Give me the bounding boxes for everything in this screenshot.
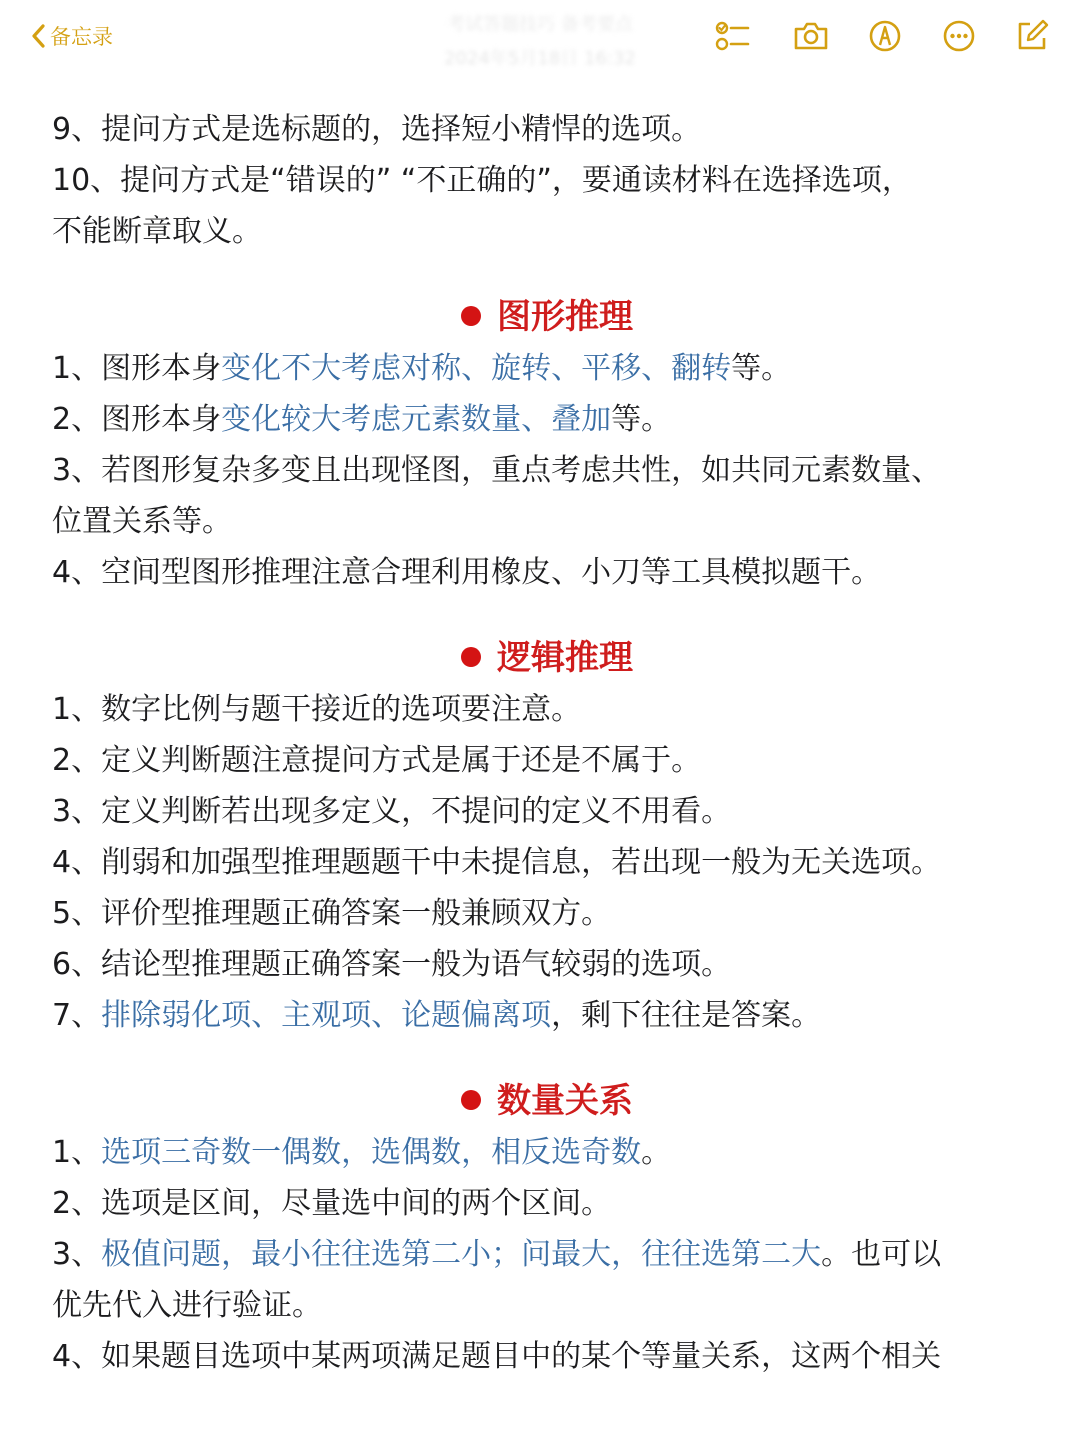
quantity-item-2: 2、选项是区间，尽量选中间的两个区间。: [52, 1186, 612, 1221]
quantity-item-3-line2: 优先代入进行验证。: [52, 1288, 322, 1323]
note-title-blurred: [420, 14, 660, 82]
figure-item-1: [52, 343, 1042, 394]
camera-icon: [792, 18, 830, 54]
intro-item-10-line1: 10、提问方式是“错误的” “不正确的”，要通读材料在选择选项，: [52, 163, 912, 198]
figure-item-2-suffix: 等。: [611, 402, 672, 437]
intro-item-10-line2: 不能断章取义。: [52, 214, 262, 249]
quantity-item-4: 4、如果题目选项中某两项满足题目中的某个等量关系，这两个相关: [52, 1339, 942, 1374]
logic-item-6: 6、结论型推理题正确答案一般为语气较弱的选项。: [52, 947, 732, 982]
more-button[interactable]: [940, 18, 978, 54]
note-date-line: 2024年5月18日 16:32: [444, 48, 636, 69]
bullet-dot-icon: [461, 306, 481, 326]
checklist-button[interactable]: [714, 18, 752, 54]
note-title-line: 考试答题技巧 备考要点: [447, 14, 633, 35]
section-title-figure-reasoning: [52, 292, 1042, 343]
quantity-item-3: [52, 1229, 1042, 1280]
figure-item-2-highlight: 变化较大考虑元素数量、叠加: [221, 402, 612, 437]
logic-item-5: 5、评价型推理题正确答案一般兼顾双方。: [52, 896, 612, 931]
figure-item-1-prefix: 1、图形本身: [52, 351, 222, 386]
quantity-item-3-prefix: 3、: [52, 1237, 102, 1272]
logic-item-1: 1、数字比例与题干接近的选项要注意。: [52, 692, 582, 727]
logic-item-4: 4、削弱和加强型推理题题干中未提信息，若出现一般为无关选项。: [52, 845, 942, 880]
quantity-item-1-prefix: 1、: [52, 1135, 102, 1170]
logic-item-7-highlight: 排除弱化项、主观项、论题偏离项: [101, 998, 552, 1033]
figure-item-3-line1: 3、若图形复杂多变且出现怪图，重点考虑共性，如共同元素数量、: [52, 453, 942, 488]
figure-item-1-highlight: 变化不大考虑对称、旋转、平移、翻转: [221, 351, 732, 386]
back-label: 备忘录: [50, 25, 113, 49]
markup-button[interactable]: [866, 18, 904, 54]
compose-button[interactable]: [1014, 18, 1052, 54]
quantity-item-1: [52, 1127, 1042, 1178]
quantity-item-3-highlight: 极值问题，最小往往选第二小；问最大，往往选第二大: [101, 1237, 822, 1272]
quantity-item-3-suffix: 。也可以: [821, 1237, 942, 1272]
logic-item-2: 2、定义判断题注意提问方式是属于还是不属于。: [52, 743, 702, 778]
more-icon: [940, 18, 978, 54]
bullet-dot-icon: [461, 647, 481, 667]
quantity-item-1-highlight: 选项三奇数一偶数，选偶数，相反选奇数: [101, 1135, 642, 1170]
figure-item-3-line2: 位置关系等。: [52, 504, 232, 539]
figure-item-2-prefix: 2、图形本身: [52, 402, 222, 437]
checklist-icon: [714, 18, 752, 54]
logic-item-7: [52, 990, 1042, 1041]
logic-item-7-suffix: ，剩下往往是答案。: [551, 998, 822, 1033]
section-title-text: 数量关系: [497, 1081, 633, 1121]
compose-icon: [1014, 18, 1052, 54]
section-title-logic-reasoning: [52, 633, 1042, 684]
markup-icon: [866, 18, 904, 54]
note-body[interactable]: [52, 104, 1042, 1382]
figure-item-4: 4、空间型图形推理注意合理利用橡皮、小刀等工具模拟题干。: [52, 555, 882, 590]
camera-button[interactable]: [792, 18, 830, 54]
logic-item-3: 3、定义判断若出现多定义，不提问的定义不用看。: [52, 794, 732, 829]
logic-item-7-prefix: 7、: [52, 998, 102, 1033]
back-button[interactable]: [30, 16, 113, 56]
navigation-bar: [0, 0, 1080, 72]
quantity-item-1-suffix: 。: [641, 1135, 672, 1170]
section-title-text: 图形推理: [497, 297, 633, 337]
figure-item-1-suffix: 等。: [731, 351, 792, 386]
chevron-left-icon: [30, 23, 46, 49]
section-title-text: 逻辑推理: [497, 638, 633, 678]
intro-item-9: 9、提问方式是选标题的，选择短小精悍的选项。: [52, 112, 702, 147]
figure-item-2: [52, 394, 1042, 445]
bullet-dot-icon: [461, 1090, 481, 1110]
section-title-quantity-relations: [52, 1076, 1042, 1127]
